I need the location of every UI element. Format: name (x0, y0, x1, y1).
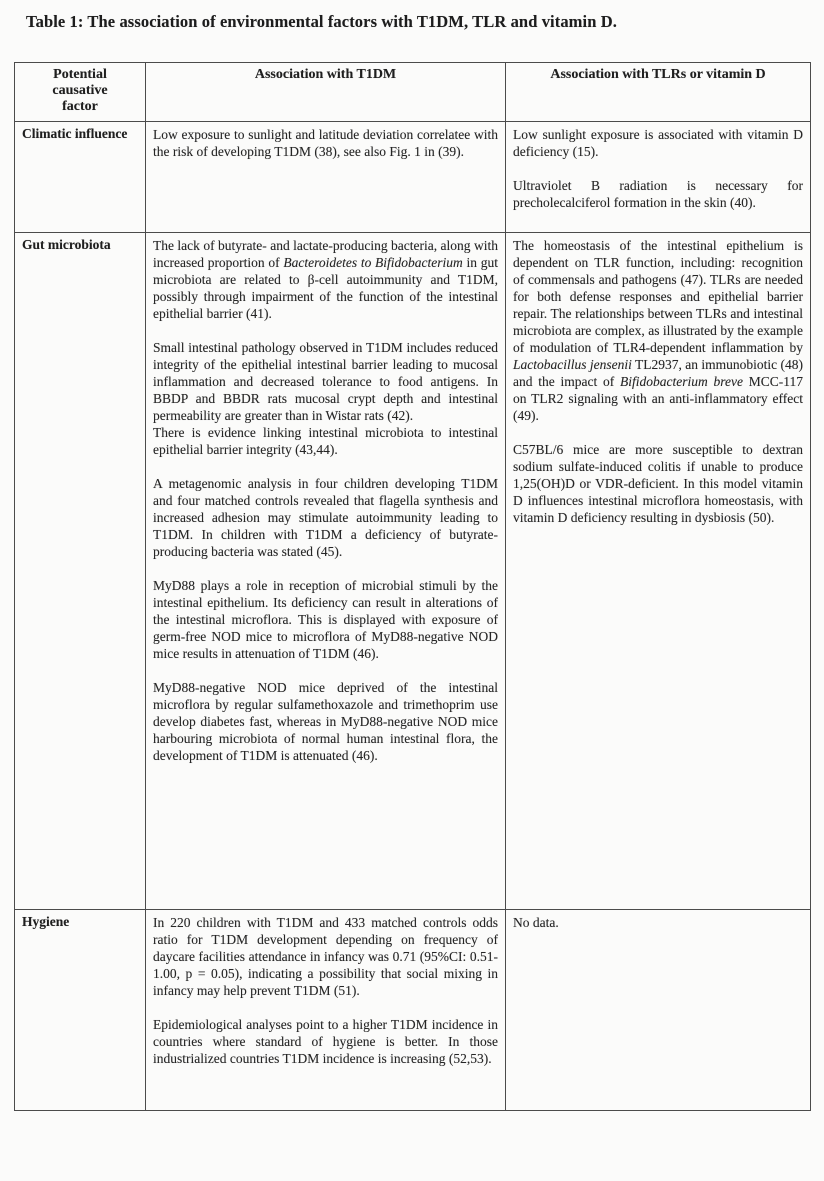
table-caption: Table 1: The association of environmental factors with T1DM, TLR and vitamin D. (26, 12, 617, 31)
factor-cell: Gut microbiota (15, 233, 146, 910)
paragraph: MyD88 plays a role in reception of microbial stimuli by the intestinal epithelium. Its deficiency can result in alterations of the intestinal microflora. This is displayed with exposure of germ-free NOD mice to microflora of MyD88-negative NOD mice results in attenuation of T1DM (46). (153, 578, 498, 661)
paragraph: Epidemiological analyses point to a higher T1DM incidence in countries where standard of hygiene is better. In those industrialized countries T1DM incidence is increasing (52,53). (153, 1017, 498, 1066)
paragraph: MyD88-negative NOD mice deprived of the intestinal microflora by regular sulfamethoxazole and trimethoprim use develop diabetes fast, whereas in MyD88-negative NOD mice harbouring microbiota of normal human intestinal flora, the development of T1DM is attenuated (46). (153, 680, 498, 763)
t1dm-association-cell (146, 122, 506, 233)
italic-taxon-name: Bifidobacterium breve (620, 374, 743, 389)
header-association-tlr-vitamin-d: Association with TLRs or vitamin D (506, 63, 811, 122)
table-row-climatic-influence (15, 122, 811, 233)
paragraph: C57BL/6 mice are more susceptible to dextran sodium sulfate-induced colitis if unable to produce 1,25(OH)D or VDR-deficient. In this model vitamin D influences intestinal microflora homeostasis, with vitamin D deficiency resulting in dysbiosis (50). (513, 442, 803, 525)
t1dm-association-cell (146, 910, 506, 1111)
italic-taxon-name: Lactobacillus jensenii (513, 357, 632, 372)
environmental-factors-table (14, 62, 811, 1111)
t1dm-association-cell (146, 233, 506, 910)
paragraph: A metagenomic analysis in four children developing T1DM and four matched controls revealed that flagella synthesis and increased adhesion may stimulate autoimmunity leading to T1DM. In children with T1DM a deficiency of butyrate-producing bacteria was stated (45). (153, 476, 498, 559)
paragraph: In 220 children with T1DM and 433 matched controls odds ratio for T1DM development depending on frequency of daycare facilities attendance in infancy was 0.71 (95%CI: 0.51-1.00, p = 0.05), indicating a possibility that social mixing in infancy may help prevent T1DM (51). (153, 915, 498, 998)
header-row (15, 63, 811, 122)
paragraph: No data. (513, 915, 559, 930)
table-row-gut-microbiota (15, 233, 811, 910)
header-association-t1dm: Association with T1DM (146, 63, 506, 122)
factor-cell: Climatic influence (15, 122, 146, 233)
tlr-vitamin-d-association-cell (506, 122, 811, 233)
paragraph: Low exposure to sunlight and latitude deviation correlatee with the risk of developing T1DM (38), see also Fig. 1 in (39). (153, 127, 498, 159)
paragraph: The lack of butyrate- and lactate-producing bacteria, along with increased proportion of Bacteroidetes to Bifidobacterium in gut microbiota are related to β-cell autoimmunity and T1DM, possibly through impairment of the function of the intestinal epithelial barrier (41). (153, 238, 498, 321)
table-row-hygiene (15, 910, 811, 1111)
paragraph: The homeostasis of the intestinal epithelium is dependent on TLR function, including: recognition of commensals and pathogens (47). TLRs are needed for both defense responses and epithelial barrier repair. The relationships between TLRs and intestinal microbiota are complex, as illustrated by the example of modulation of TLR4-dependent inflammation by Lactobacillus jensenii TL2937, an immunobiotic (48) and the impact of Bifidobacterium breve MCC-117 on TLR2 signaling with an anti-inflammatory effect (49). (513, 238, 803, 423)
tlr-vitamin-d-association-cell (506, 910, 811, 1111)
factor-cell: Hygiene (15, 910, 146, 1111)
tlr-vitamin-d-association-cell (506, 233, 811, 910)
paragraph: Small intestinal pathology observed in T1DM includes reduced integrity of the epithelial intestinal barrier leading to mucosal inflammation and decreased tolerance to food antigens. In BBDP and BBDR rats mucosal crypt depth and intestinal permeability are greater than in Wistar rats (42). (153, 340, 498, 423)
paragraph: Low sunlight exposure is associated with vitamin D deficiency (15). (513, 127, 803, 159)
header-potential-causative-factor: Potential causative factor (15, 63, 146, 122)
paragraph: Ultraviolet B radiation is necessary for precholecalciferol formation in the skin (40). (513, 178, 803, 210)
italic-taxon-name: Bacteroidetes to Bifidobacterium (283, 255, 463, 270)
paragraph: There is evidence linking intestinal microbiota to intestinal epithelial barrier integrity (43,44). (153, 425, 498, 457)
